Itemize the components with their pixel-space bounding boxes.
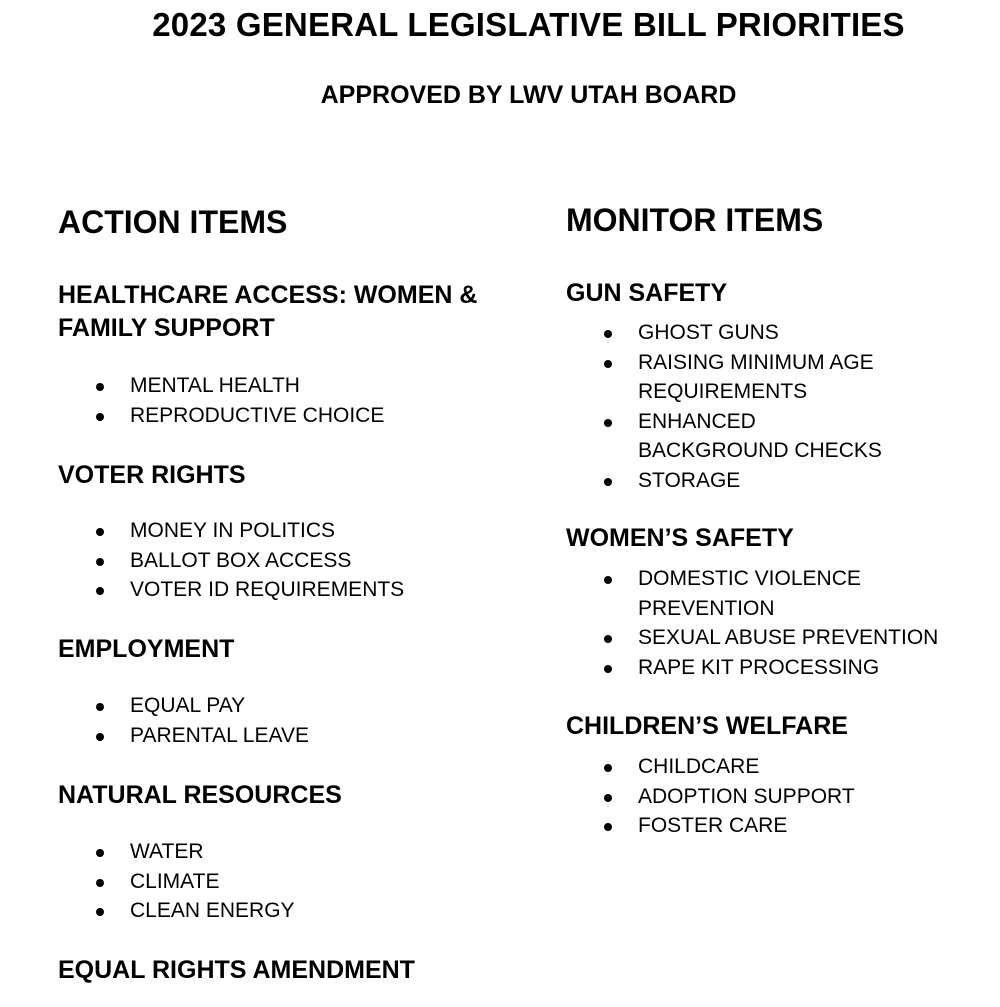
list-item: VOTER ID REQUIREMENTS	[58, 575, 498, 605]
page-subtitle: APPROVED BY LWV UTAH BOARD	[320, 81, 737, 109]
section-title-healthcare: HEALTHCARE ACCESS: WOMEN & FAMILY SUPPORT	[58, 281, 478, 342]
page-title: 2023 GENERAL LEGISLATIVE BILL PRIORITIES	[152, 6, 905, 43]
list-item: DOMESTIC VIOLENCE PREVENTION	[566, 564, 966, 623]
employment-list	[58, 691, 498, 750]
list-item: REPRODUCTIVE CHOICE	[58, 401, 498, 431]
list-item: CHILDCARE	[566, 752, 966, 782]
list-item: FOSTER CARE	[566, 811, 966, 841]
list-item: ENHANCED BACKGROUND CHECKS	[566, 407, 896, 466]
voter-rights-list	[58, 516, 498, 605]
list-item: GHOST GUNS	[566, 318, 896, 348]
monitor-items-heading: MONITOR ITEMS	[566, 202, 824, 238]
section-title-gun-safety: GUN SAFETY	[566, 279, 728, 307]
list-item: EQUAL PAY	[58, 691, 498, 721]
list-item: PARENTAL LEAVE	[58, 721, 498, 751]
list-item: CLEAN ENERGY	[58, 896, 498, 926]
list-item: WATER	[58, 837, 498, 867]
section-title-womens-safety: WOMEN’S SAFETY	[566, 524, 794, 552]
healthcare-list	[58, 371, 498, 430]
section-title-natural-resources: NATURAL RESOURCES	[58, 781, 342, 809]
list-item: MENTAL HEALTH	[58, 371, 498, 401]
section-title-era: EQUAL RIGHTS AMENDMENT	[58, 956, 415, 984]
list-item: RAPE KIT PROCESSING	[566, 653, 966, 683]
childrens-welfare-list	[566, 752, 966, 841]
womens-safety-list	[566, 564, 966, 682]
section-title-voter-rights: VOTER RIGHTS	[58, 461, 246, 489]
gun-safety-list	[566, 318, 896, 495]
action-items-heading: ACTION ITEMS	[58, 204, 288, 240]
natural-resources-list	[58, 837, 498, 926]
section-title-employment: EMPLOYMENT	[58, 635, 235, 663]
list-item: CLIMATE	[58, 867, 498, 897]
section-title-childrens-welfare: CHILDREN’S WELFARE	[566, 712, 848, 740]
list-item: MONEY IN POLITICS	[58, 516, 498, 546]
list-item: BALLOT BOX ACCESS	[58, 546, 498, 576]
list-item: STORAGE	[566, 466, 896, 496]
list-item: ADOPTION SUPPORT	[566, 782, 966, 812]
list-item: SEXUAL ABUSE PREVENTION	[566, 623, 966, 653]
list-item: RAISING MINIMUM AGE REQUIREMENTS	[566, 348, 896, 407]
